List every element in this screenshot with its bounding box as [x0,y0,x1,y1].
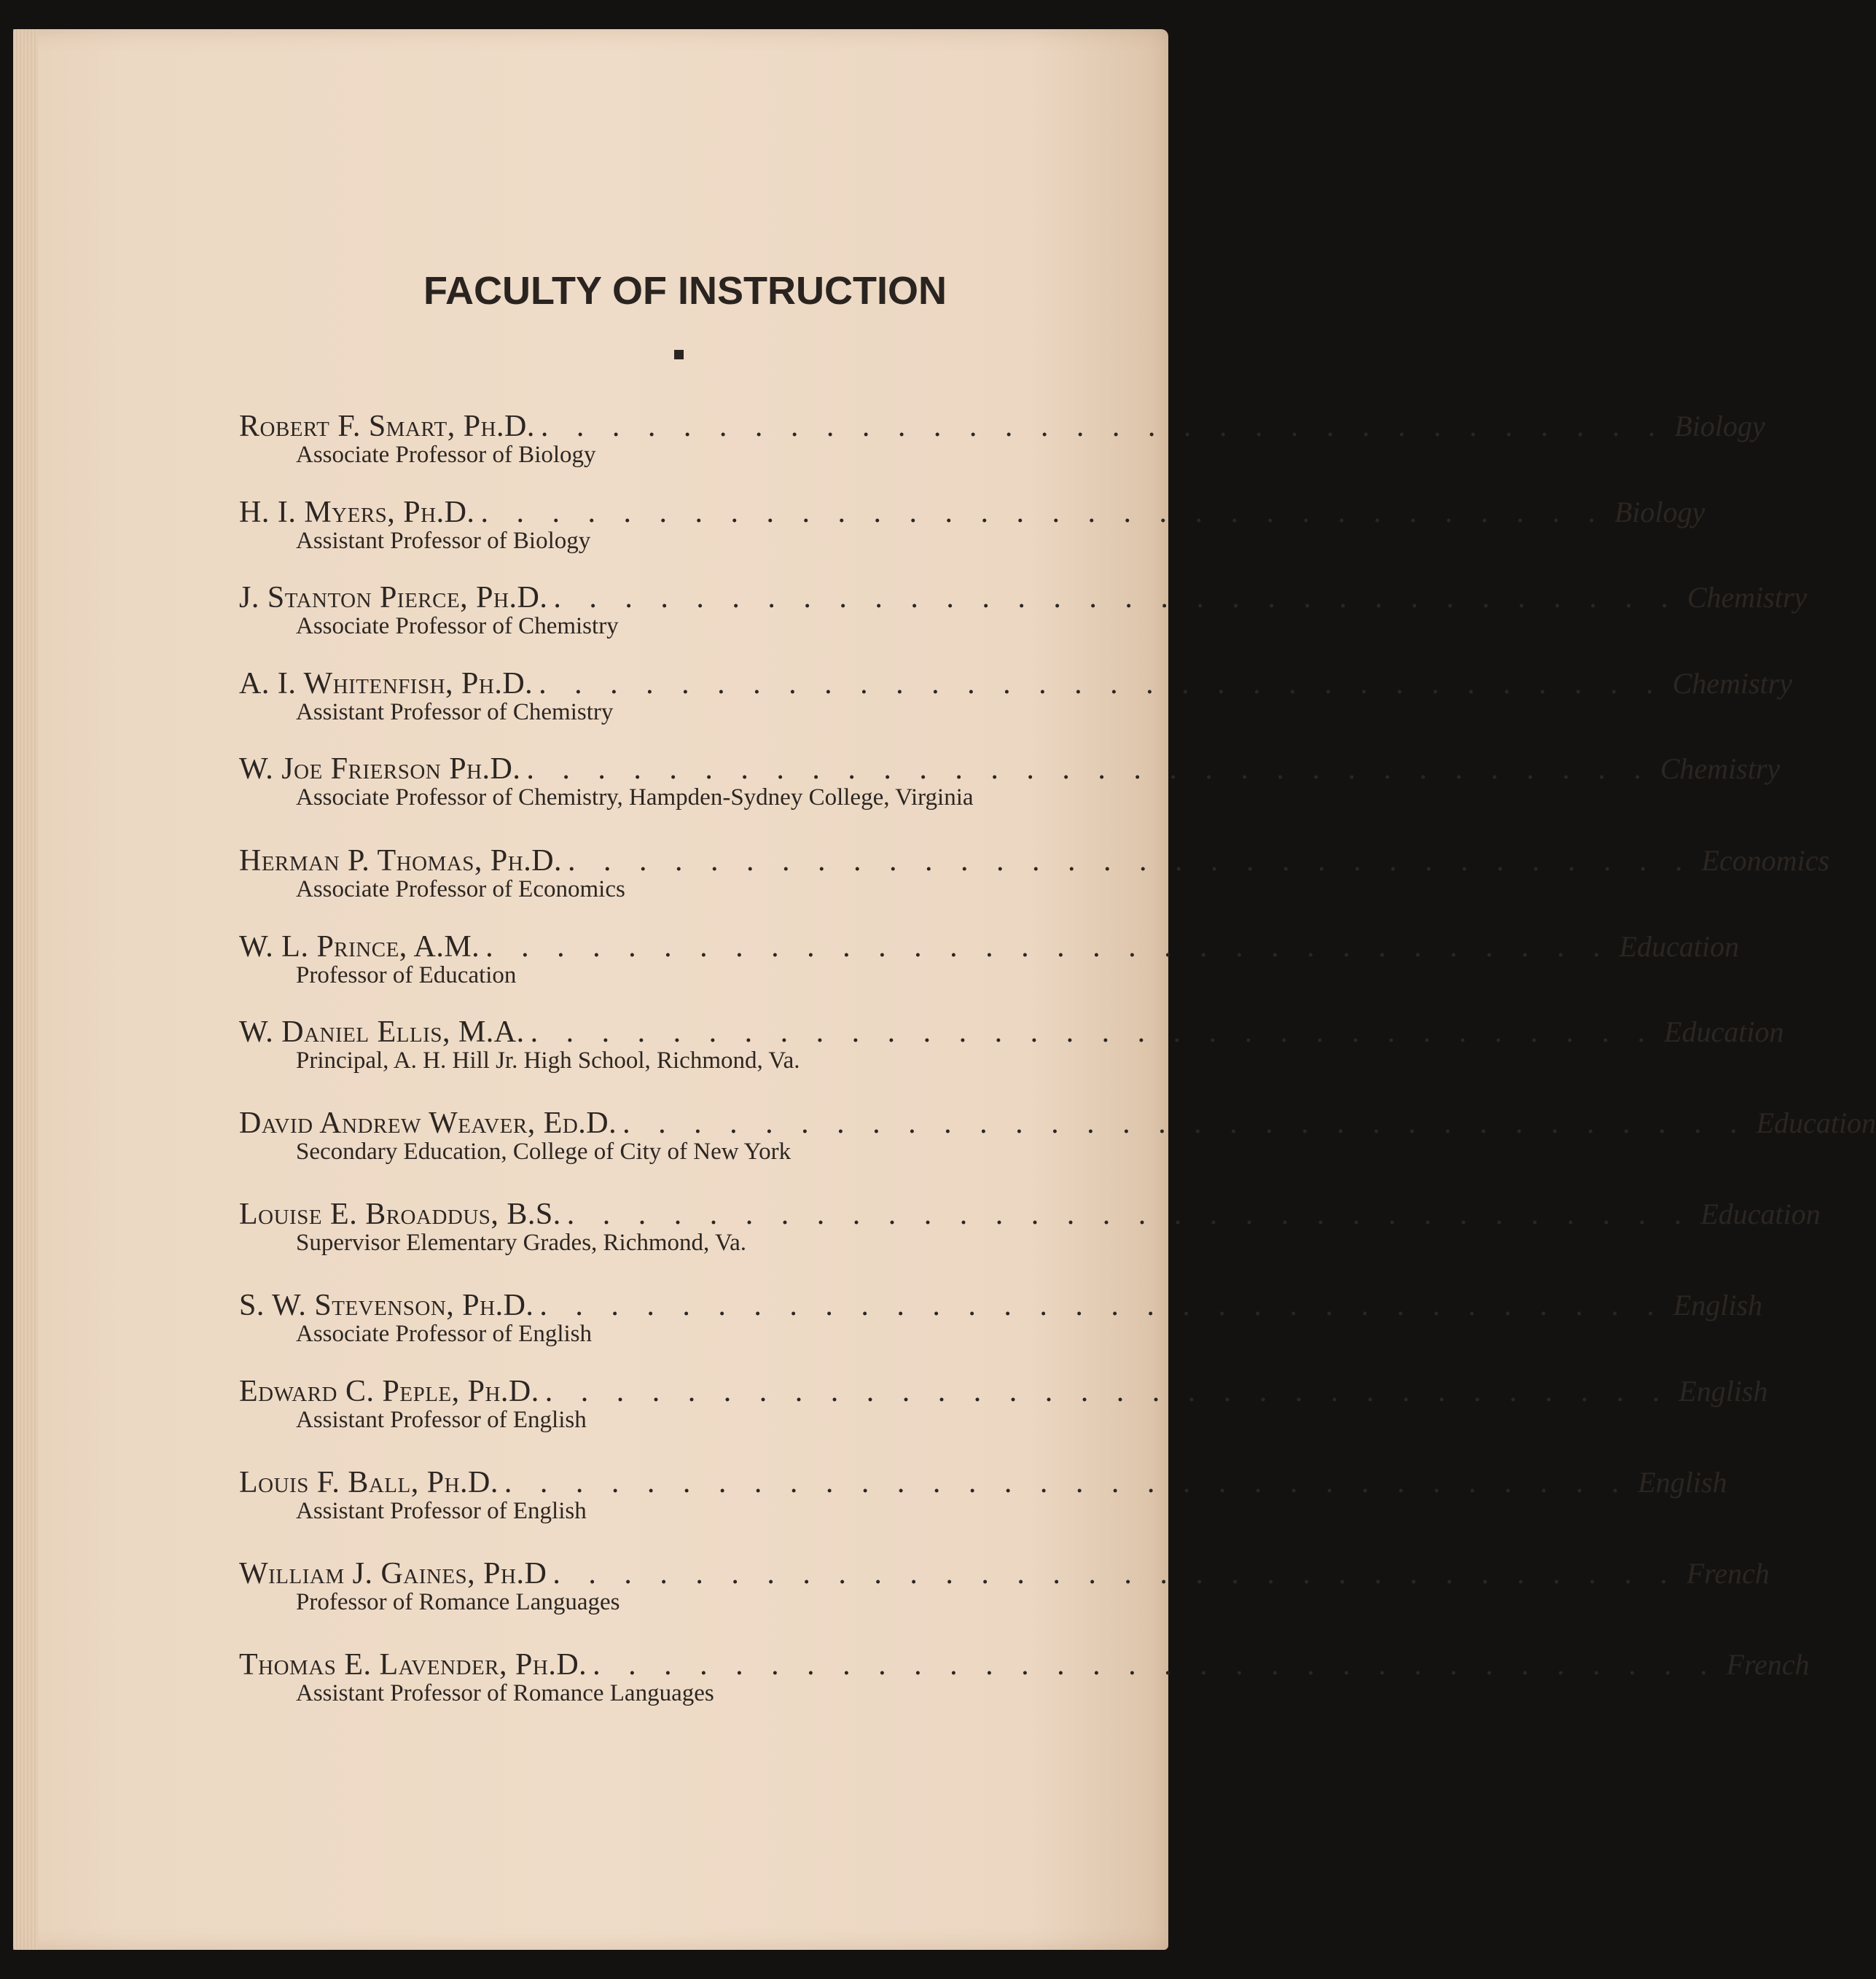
faculty-entry [239,1647,1810,1733]
dot-leader: . . . . . . . . . . . . . . . . . . . . . . . . . . . . . . . . [480,495,1606,529]
title-container [0,268,1370,313]
faculty-name: Thomas E. Lavender, Ph.D. [239,1647,587,1682]
dot-leader: . . . . . . . . . . . . . . . . . . . . . . . . . . . . . . . . [540,410,1666,443]
faculty-department: Chemistry [1672,666,1793,700]
faculty-position: Associate Professor of Chemistry [296,613,619,640]
dot-leader: . . . . . . . . . . . . . . . . . . . . . . . . . . . . . . . . [530,1015,1656,1049]
dot-leader: . . . . . . . . . . . . . . . . . . . . . . . . . . . . . . . . [504,1465,1630,1499]
dot-leader: . . . . . . . . . . . . . . . . . . . . . . . . . . . . . . . . [568,844,1693,878]
faculty-position: Associate Professor of Economics [296,876,625,903]
faculty-position: Associate Professor of Chemistry, Hampden-Sydney College, Virginia [296,784,974,811]
faculty-entry [239,1105,1876,1196]
faculty-department: Education [1664,1015,1784,1048]
faculty-position: Assistant Professor of Romance Languages [296,1679,714,1706]
faculty-name: Edward C. Peple, Ph.D. [239,1374,539,1408]
dot-leader: . . . . . . . . . . . . . . . . . . . . . . . . . . . . . . . . [622,1106,1748,1140]
faculty-position: Secondary Education, College of City of New York [296,1139,792,1166]
faculty-position: Professor of Education [296,961,517,988]
faculty-entry [239,843,1830,929]
faculty-name: Herman P. Thomas, Ph.D. [239,844,563,878]
faculty-name: W. L. Prince, A.M. [239,929,480,964]
faculty-position: Professor of Romance Languages [296,1588,620,1615]
faculty-position: Assistant Professor of English [296,1406,587,1433]
faculty-entry [239,751,1781,843]
faculty-entry [239,665,1793,752]
faculty-entry [239,1196,1821,1287]
faculty-department: English [1638,1465,1727,1499]
faculty-entry [239,1373,1768,1464]
dot-leader: . . . . . . . . . . . . . . . . . . . . . . . . . . . . . . . . [526,752,1652,786]
faculty-position: Assistant Professor of Chemistry [296,698,614,725]
faculty-department: Chemistry [1687,581,1807,614]
dot-leader: . . . . . . . . . . . . . . . . . . . . . . . . . . . . . . . . [552,1556,1678,1590]
dot-leader: . . . . . . . . . . . . . . . . . . . . . . . . . . . . . . . . [539,1289,1665,1322]
dot-leader: . . . . . . . . . . . . . . . . . . . . . . . . . . . . . . . . [553,581,1678,614]
faculty-department: Biology [1674,410,1765,442]
faculty-name: J. Stanton Pierce, Ph.D. [239,581,548,614]
faculty-department: Economics [1701,844,1830,877]
dot-leader: . . . . . . . . . . . . . . . . . . . . . . . . . . . . . . . . [485,929,1611,964]
faculty-entry [239,494,1705,580]
faculty-name: S. W. Stevenson, Ph.D. [239,1289,534,1322]
faculty-name: David Andrew Weaver, Ed.D. [239,1106,617,1140]
faculty-position: Assistant Professor of Biology [296,527,591,554]
dot-leader: . . . . . . . . . . . . . . . . . . . . . . . . . . . . . . . . [566,1198,1692,1231]
faculty-department: French [1726,1647,1810,1681]
faculty-name: Robert F. Smart, Ph.D. [239,410,535,443]
faculty-department: French [1686,1556,1770,1590]
page-title: FACULTY OF INSTRUCTION [423,269,947,313]
faculty-position: Principal, A. H. Hill Jr. High School, Richmond, Va. [296,1047,800,1074]
faculty-entry [239,1464,1727,1556]
faculty-department: Education [1619,929,1740,963]
faculty-entry [239,929,1740,1015]
faculty-position: Supervisor Elementary Grades, Richmond, Va. [296,1230,747,1257]
faculty-department: Chemistry [1660,752,1781,785]
faculty-department: English [1678,1374,1768,1408]
faculty-position: Associate Professor of English [296,1321,593,1348]
faculty-position: Assistant Professor of English [296,1497,587,1524]
dot-leader: . . . . . . . . . . . . . . . . . . . . . . . . . . . . . . . . [593,1647,1718,1682]
faculty-entry [239,579,1807,665]
faculty-list [239,408,1876,1732]
faculty-name: W. Daniel Ellis, M.A. [239,1015,525,1049]
page-gutter [13,29,38,1950]
ornament-square-icon [674,350,684,359]
faculty-name: A. I. Whitenfish, Ph.D. [239,666,534,700]
faculty-department: English [1673,1289,1763,1322]
dot-leader: . . . . . . . . . . . . . . . . . . . . . . . . . . . . . . . . [544,1374,1670,1408]
faculty-position: Associate Professor of Biology [296,442,596,469]
faculty-department: Biology [1614,495,1705,528]
faculty-name: H. I. Myers, Ph.D. [239,495,475,529]
faculty-name: Louis F. Ball, Ph.D. [239,1465,499,1499]
dot-leader: . . . . . . . . . . . . . . . . . . . . . . . . . . . . . . . . [539,666,1664,700]
faculty-name: Louise E. Broaddus, B.S. [239,1198,561,1231]
faculty-name: W. Joe Frierson Ph.D. [239,752,521,786]
faculty-name: William J. Gaines, Ph.D [239,1556,547,1590]
faculty-department: Education [1756,1106,1876,1139]
faculty-entry [239,1014,1784,1105]
faculty-entry [239,408,1765,494]
faculty-department: Education [1700,1198,1821,1230]
faculty-entry [239,1287,1763,1373]
faculty-entry [239,1556,1770,1647]
